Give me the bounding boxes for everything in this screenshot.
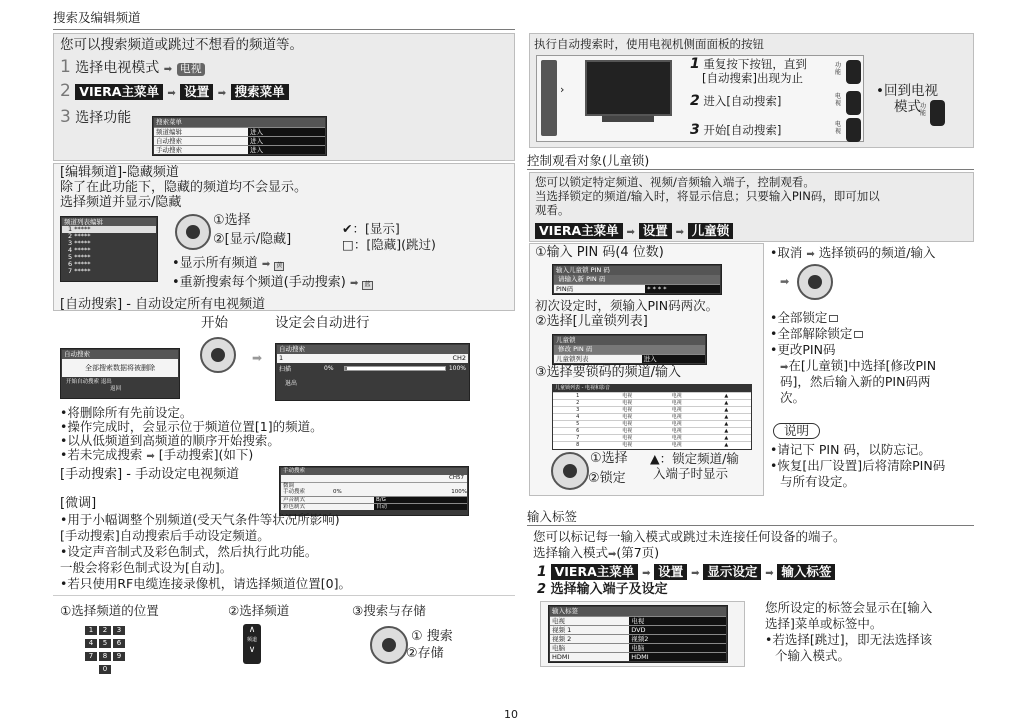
viera-menu-button: VIERA主菜单 [535,223,623,239]
number-pad-icon: 1 2 3 4 5 6 7 8 9 0 [84,623,132,675]
checkmark-icon: ✔ [342,221,353,236]
back-to-tv-mode: 模式 [894,99,921,115]
auto-bullet-1: •将删除所有先前设定。 [60,405,193,420]
show-hide-label: ②[显示/隐藏] [213,232,292,247]
tv-icon [585,60,672,116]
step-2 [60,82,289,102]
lock-icon: ▲ [724,442,729,448]
step-num: 1 [537,564,547,580]
fine-line-5: •若只使用RF电缆连接录像机，请选择频道位置[0]。 [60,576,351,591]
table-row: 6 电视 电视 ▲ [553,427,751,434]
label-desc-3: •若选择[跳过]，即无法选择该 [765,632,933,647]
show-check-legend: ✔：[显示] [342,221,400,236]
list-item: 视频 1 DVD [550,625,726,634]
menu-row: 频道编辑 进入 [154,127,325,136]
change-pin-1: ➡在[儿童锁]中选择[修改PIN [780,358,937,373]
table-row: 1 电视 电视 ▲ [553,392,751,399]
cancel-line: •取消 ➡ 选择锁码的频道/输入 [770,245,936,260]
step-num: 2 [537,582,547,597]
search-label: ① 搜索 [411,629,453,644]
step-num: 1 [60,57,71,77]
side-step-3: 3 开始[自动搜索] [690,122,782,138]
step-num: 1 [690,56,700,72]
table-row: 2 电视 电视 ▲ [553,399,751,406]
edit-line1: 除了在此功能下，隐藏的频道均不会显示。 [60,180,308,195]
setup-button: 设置 [180,84,213,100]
child-step-3: ③选择要锁码的频道/输入 [535,365,682,380]
function-key-icon [846,60,861,84]
table-row: 7 电视 电视 ▲ [553,434,751,441]
tv-key-icon [846,118,861,142]
lock-all-line: •全部锁定 [770,311,838,325]
label-step-2: 2 选择输入端子及设定 [537,582,668,597]
channel-updown-icon: ∧ 频道 ∨ [243,624,261,664]
tv-stand [602,116,654,122]
arrow-icon: ➡ [780,275,790,288]
lock-icon: ▲ [724,414,729,420]
arrow-icon: ➡ [780,362,789,373]
menu-row: 手动搜索 进入 [154,145,325,154]
change-pin-2: 码]，然后输入新的PIN码两 [780,374,931,389]
arrow-icon: ➡ [146,451,155,462]
remote-dial-icon [175,214,211,250]
auto-title: [自动搜索] - 自动设定所有电视频道 [60,297,266,312]
divider [527,169,974,170]
arrow-icon: ➡ [675,227,684,238]
table-row: 5 电视 电视 ▲ [553,420,751,427]
hide-box-legend: □：[隐藏](跳过) [342,237,436,252]
arrow-icon: ➡ [163,64,173,75]
lock-icon: ▲ [724,428,729,434]
auto-set-label: 设定会自动进行 [275,315,370,331]
arrow-icon: ➡ [691,568,700,579]
menu-row: 自动搜索 进入 [154,136,325,145]
input-label-button: 输入标签 [777,564,835,580]
fine-line-4: 一般会将彩色制式设为[自动]。 [60,560,233,575]
table-row: 8 电视 电视 ▲ [553,441,751,448]
step-num: 3 [690,122,700,138]
lock-icon: ▲ [724,400,729,406]
lock-icon: ▲ [724,435,729,441]
child-intro-2: 当选择锁定的频道/输入时，将显示信息；只要输入PIN码，即可加以 [535,189,880,203]
divider [53,29,515,30]
auto-start-label: 开始 [201,315,228,331]
channel-list-box: 频道列表编辑 1 ***** 2 ***** 3 ***** 4 ***** 5 ***** 6 ***** 7 ***** [60,216,158,282]
chevron-down-icon: ∨ [248,645,256,655]
child-step-1b: 初次设定时，须输入PIN码两次。 [535,298,719,313]
table-row: 3 电视 电视 ▲ [553,406,751,413]
arrow-icon: ➡ [765,568,774,579]
label-step-1 [537,564,835,580]
auto-bullet-2: •操作完成时，会显示位于频道位置[1]的频道。 [60,419,323,434]
label-desc-4: 个输入模式。 [775,648,851,663]
change-pin-line: •更改PIN码 [770,342,836,357]
rescan-bullet: •重新搜索每个频道(手动搜索) ➡ 蓝 [172,275,371,290]
fine-line-1: •用于小幅调整个别频道(受天气条件等状况所影响) [60,512,340,527]
display-settings-button: 显示设定 [703,564,761,580]
input-label-rows [550,616,726,661]
remote-dial-icon [797,264,833,300]
side-buttons-icon [541,60,557,136]
child-step-1: ①输入 PIN 码(4 位数) [535,245,664,260]
viera-menu-button: VIERA主菜单 [551,564,639,580]
remote-dial-icon [370,626,408,664]
note-badge: 说明 [773,423,820,439]
blue-button-icon: 蓝 [364,281,371,288]
viera-menu-button: VIERA主菜单 [75,84,163,100]
arrow-icon: ➡ [167,88,176,99]
step-num: 2 [60,81,71,101]
child-lock-button: 儿童锁 [688,223,734,239]
side-step-1: 1 重复按下按钮，直到 [自动搜索]出现为止 [690,56,807,85]
progress-bar [344,366,446,371]
list-item: 电脑 电脑 [550,643,726,652]
remote-dial-icon [551,452,589,490]
function-key-icon [930,100,945,126]
step-num: 3 [60,107,71,127]
list-item: HDMI HDMI [550,652,726,661]
auto-bullet-3: •以从低频道到高频道的顺序开始搜索。 [60,433,280,448]
child-lock-menu: 儿童锁 修改 PIN 码 儿童锁列表 进入 [552,334,707,365]
progress-fill [345,367,347,370]
child-select-label: ①选择 [590,451,628,466]
yellow-button-icon: 黄 [276,262,283,269]
child-lock-table-rows [553,392,751,448]
tv-key-icon [846,91,861,115]
setup-button: 设置 [639,223,672,239]
table-row: 4 电视 电视 ▲ [553,413,751,420]
child-menu-path [535,223,733,239]
change-pin-3: 次。 [780,390,806,405]
right-arrow-icon: ➡ [252,351,263,365]
arrow-icon: ➡ [608,549,617,560]
arrow-icon: ➡ [806,249,815,260]
page-number: 10 [504,708,518,721]
lock-icon: ▲ [724,393,729,399]
manual-search-box: 手动搜索 CH57 微调 手动搜索 0% 100% 声音制式 B/G 彩色制式 自动 [279,466,469,516]
manual-title: [手动搜索] - 手动设定电视频道 [60,467,240,482]
label-intro-1: 您可以标记每一输入模式或跳过未连接任何设备的端子。 [533,529,846,544]
section-title-child-lock: 控制观看对象(儿童锁) [527,153,650,168]
section-title-search: 搜索及编辑频道 [53,10,141,25]
tv-key-label: 电视 [835,93,842,107]
arrow-icon: ➡ [217,88,227,99]
col-search-store: ③搜索与存储 [352,603,426,618]
auto-progress-box: 自动搜索 1 CH2 扫描 0% 100% 退出 [275,343,470,401]
col-select-position: ①选择频道的位置 [60,603,159,618]
child-intro-1: 您可以锁定特定频道、视频/音频输入端子，控制观看。 [535,175,815,189]
lock-icon: ▲ [724,421,729,427]
green-button-icon [854,331,863,338]
intro-text: 您可以搜索频道或跳过不想看的频道等。 [60,37,303,53]
list-item: 电视 电视 [550,616,726,625]
note-2: •恢复[出厂设置]后将清除PIN码 [770,458,946,473]
lock-legend-2: 入端子时显示 [653,466,729,481]
tv-key: 电视 [177,63,205,76]
function-key-label: 功能 [920,103,927,117]
tv-key-label: 电视 [835,121,842,135]
edit-line2: 选择频道并显示/隐藏 [60,195,182,210]
remote-dial-icon [200,337,236,373]
label-desc-2: 选择]菜单或标签中。 [765,616,883,631]
lock-icon: ▲ [724,407,729,413]
back-to-tv: •回到电视 [876,83,938,99]
child-step-2: ②选择[儿童锁列表] [535,314,648,329]
side-step-2: 2 进入[自动搜索] [690,93,782,109]
fine-line-2: [手动搜索]自动搜索后手动设定频道。 [60,528,270,543]
step-num: 2 [690,93,700,109]
empty-box-icon: □ [342,237,354,252]
setup-button: 设置 [654,564,687,580]
side-panel-title: 执行自动搜索时，使用电视机侧面面板的按钮 [534,37,764,51]
col-select-channel: ②选择频道 [228,603,290,618]
note-1: •请记下 PIN 码，以防忘记。 [770,442,931,457]
note-3: 与所有设定。 [780,474,856,489]
select-label: ①选择 [213,213,251,228]
label-intro-2: 选择输入模式➡(第7页) [533,545,660,560]
auto-bullet-4: •若未完成搜索 ➡ [手动搜索](如下) [60,447,254,462]
child-lock-table: 儿童锁列表 - 电视和影音 1 电视 电视 ▲ 2 电视 电视 ▲ 3 电视 电视 ▲ 4 电视 电视 ▲ 5 电视 电视 ▲ 6 电视 电视 ▲ 7 电视 电视 ▲ 8 电视 电视 ▲ [552,384,752,450]
show-all-bullet: •显示所有频道 ➡ 黄 [172,256,283,271]
edit-title: [编辑频道]-隐藏频道 [60,165,179,180]
function-key-label: 功能 [835,62,842,76]
child-intro-3: 观看。 [535,203,570,217]
chevron-up-icon: ∧ [248,625,256,635]
child-lock-label: ②锁定 [588,471,626,486]
step-1: 1 选择电视模式 ➡ 电视 [60,58,205,78]
divider [53,595,515,596]
pin-entry-box: 输入儿童锁 PIN 码 请输入新 PIN 码 PIN码 * * * * [552,264,722,295]
lock-icon: ▲ [650,451,660,466]
chevron-icon: › [560,83,565,96]
divider [527,525,974,526]
store-label: ②存储 [406,646,444,661]
fine-line-3: •设定声音制式及彩色制式，然后执行此功能。 [60,544,318,559]
auto-search-box: 自动搜索 全部搜索数据将被删除 开始自动搜索 退出 返回 [60,348,180,399]
label-desc-1: 您所设定的标签会显示在[输入 [765,600,933,615]
section-title-input-label: 输入标签 [527,509,578,524]
search-menu-box: 搜索菜单 频道编辑 进入 自动搜索 进入 手动搜索 进入 [152,116,327,156]
input-label-box: 输入标签 电视 电视 视频 1 DVD 视频 2 视频2 电脑 电脑 HDMI HDMI [548,605,728,663]
arrow-icon: ➡ [349,278,359,289]
search-menu-button: 搜索菜单 [231,84,289,100]
arrow-icon: ➡ [626,227,635,238]
arrow-icon: ➡ [642,568,651,579]
list-item: 视频 2 视频2 [550,634,726,643]
unlock-all-line: •全部解除锁定 [770,327,863,341]
step-3: 3 选择功能 [60,107,132,127]
fine-title: [微调] [60,496,97,511]
arrow-icon: ➡ [261,259,271,270]
lock-legend: ▲：锁定频道/输 [650,451,739,466]
red-button-icon [829,315,838,322]
